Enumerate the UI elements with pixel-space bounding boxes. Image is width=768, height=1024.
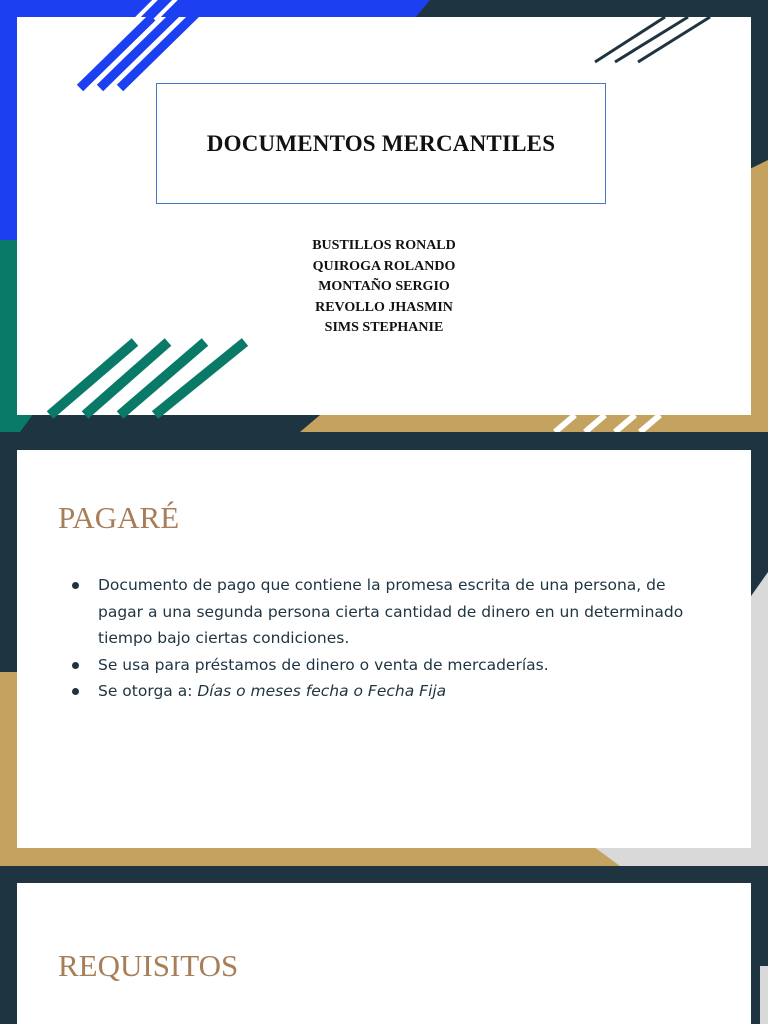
author-name: REVOLLO JHASMIN (315, 299, 453, 315)
author-name: MONTAÑO SERGIO (318, 279, 450, 294)
author-name: SIMS STEPHANIE (324, 320, 444, 335)
title-box (156, 83, 606, 204)
title-slide (0, 0, 768, 432)
author-name: QUIROGA ROLANDO (312, 258, 456, 274)
bullet-dot-icon (72, 688, 79, 695)
bullet-dot-icon (72, 662, 79, 669)
bullet-text: Se otorga a: (98, 682, 198, 700)
author-list (17, 236, 751, 339)
pagare-slide (0, 432, 768, 866)
bullet-text: Documento de pago que contiene la promesa escrita de una persona, de pagar a una segunda persona cierta cantidad de dinero en un determinado tiempo bajo ciertas condiciones. (98, 576, 684, 647)
bullet-text: Se usa para préstamos de dinero o venta de mercaderías. (98, 655, 549, 674)
requisitos-slide (0, 866, 768, 1024)
bullet-list (58, 572, 698, 705)
stripe-decorations (0, 0, 768, 432)
bullet-item (58, 572, 698, 652)
bullet-italic-text: Días o meses fecha o Fecha Fija (197, 682, 447, 700)
slide-title: DOCUMENTOS MERCANTILES (206, 130, 556, 156)
slide-heading: REQUISITOS (58, 948, 239, 983)
author-name: BUSTILLOS RONALD (312, 238, 456, 253)
bullet-item (58, 678, 698, 705)
bullet-dot-icon (72, 582, 79, 589)
slide-heading: PAGARÉ (58, 500, 180, 535)
bullet-item (58, 652, 698, 679)
